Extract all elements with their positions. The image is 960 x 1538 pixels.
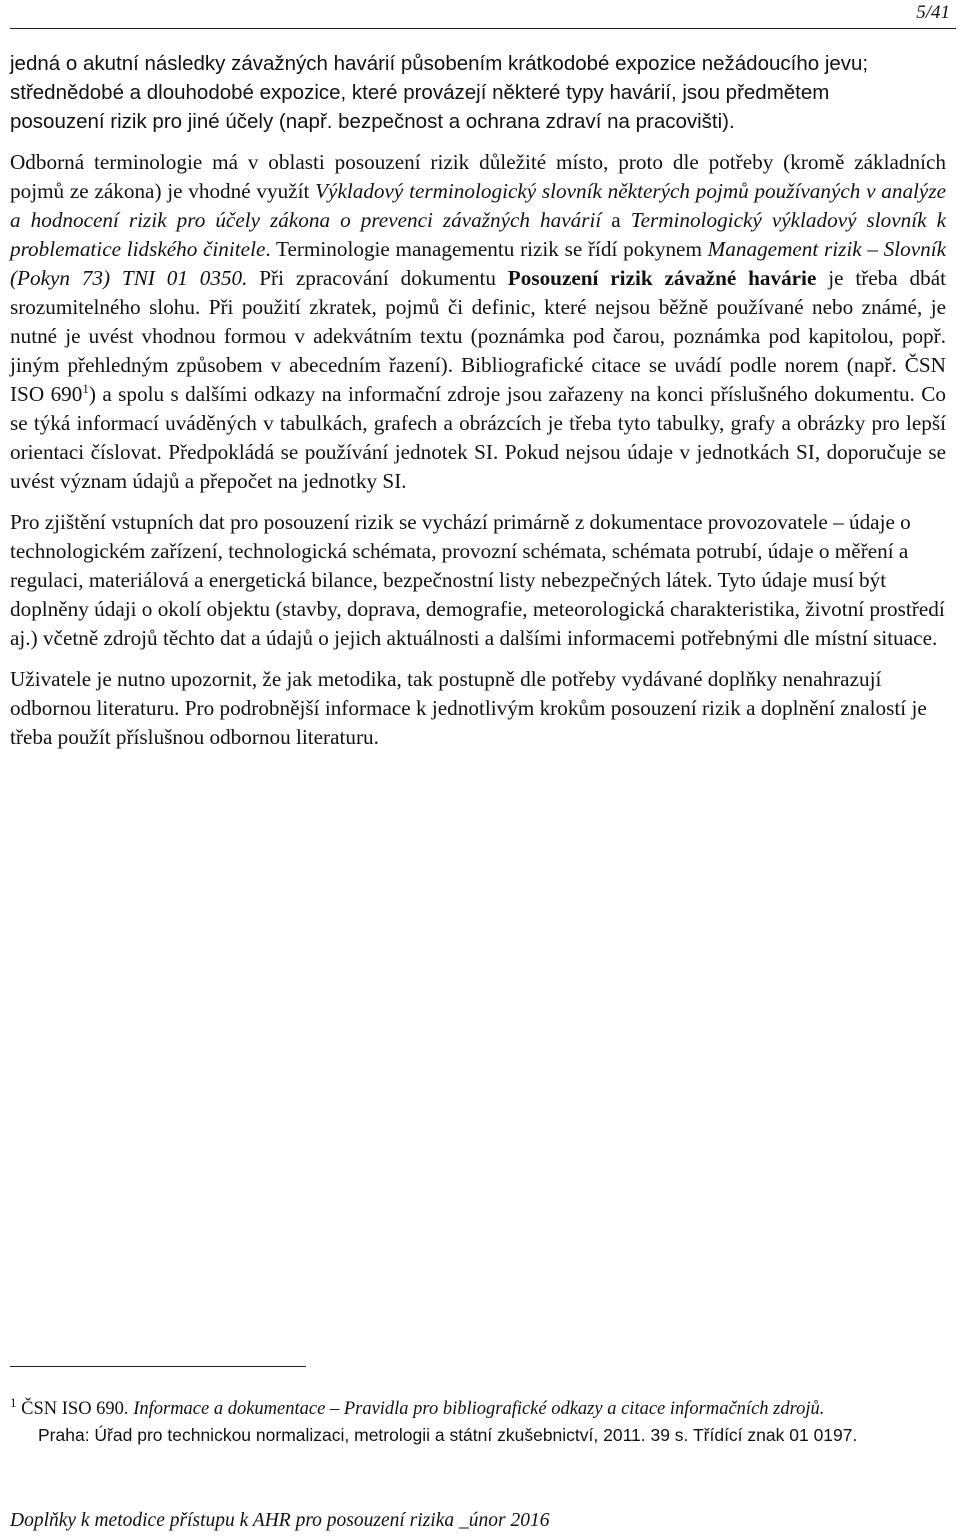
footnote-ref: ČSN ISO 690.: [16, 1399, 134, 1419]
paragraph-input-data: Pro zjištění vstupních dat pro posouzení rizik se vychází primárně z dokumentace provozovatele – údaje o technologickém zařízení, technologická schémata, provozní schémata, schémata potrubí, údaje o měření a regulaci, materiálová a energetická bilance, bezpečnostní listy nebezpečných látek. Tyto údaje musí být doplněny údaji o okolí objektu (stavby, doprava, demografie, meteorologická charakteristika, životní prostředí aj.) včetně zdrojů těchto dat a údajů o jejich aktuálnosti a dalšími informacemi potřebnými dle místní situace.: [10, 510, 945, 650]
text: Při zpracování dokumentu: [247, 266, 508, 290]
paragraph-intro: [10, 49, 946, 136]
footnote-publisher: Praha: Úřad pro technickou normalizaci, metrologii a státní zkušebnictví, 2011. 39 s. Třídící znak 01 0197.: [38, 1425, 858, 1445]
italic-title: Terminologický výkladový slovník k problematice lidského činitele: [10, 208, 947, 261]
paragraph-user-note: Uživatele je nutno upozornit, že jak metodika, tak postupně dle potřeby vydávané doplňky nenahrazují odbornou literaturu. Pro podrobnější informace k jednotlivým krokům posouzení rizik a doplnění znalostí je třeba použít příslušnou odbornou literaturu.: [10, 667, 927, 749]
footnote-marker: 1: [10, 1394, 17, 1410]
paragraph-terminology: [10, 148, 946, 496]
intro-line-2: střednědobé a dlouhodobé expozice, které provázejí některé typy havárií, jsou předmětem: [10, 81, 830, 104]
footnote: [10, 1396, 950, 1448]
italic-title: Výkladový terminologický slovník některých pojmů používaných v analýze a hodnocení rizik pro účely zákona o prevenci závažných havárií: [10, 179, 946, 232]
header-rule: [10, 28, 956, 29]
page-number: 5/41: [916, 2, 950, 23]
footnote-ref: 1: [82, 380, 89, 396]
text: ) a spolu s dalšími odkazy na informační zdroje jsou zařazeny na konci příslušného dokumentu. Co se týká informací uváděných v tabulkách, grafech a obrázcích je třeba tyto tabulky, grafy a obrázky pro lepší orientaci číslovat. Předpokládá se používání jednotek SI. Pokud nejsou údaje v jednotkách SI, doporučuje se uvést význam údajů a přepočet na jednotky SI.: [10, 382, 947, 493]
footnote-title: Informace a dokumentace – Pravidla pro bibliografické odkazy a citace informačních zdrojů.: [133, 1399, 825, 1419]
bold-title: Posouzení rizik závažné havárie: [507, 266, 817, 290]
text: Odborná terminologie má v oblasti posouzení rizik důležité místo, proto dle potřeby (kromě základních pojmů ze zákona) je vhodné využít: [10, 150, 946, 203]
document-body: [10, 49, 946, 752]
italic-title: Management rizik – Slovník (Pokyn 73) TNI 01 0350.: [10, 237, 946, 290]
footnote-rule: [10, 1366, 306, 1367]
text: a: [601, 208, 631, 232]
intro-line-3: posouzení rizik pro jiné účely (např. bezpečnost a ochrana zdraví na pracovišti).: [10, 110, 735, 133]
text: . Terminologie managementu rizik se řídí pokynem: [265, 237, 708, 261]
intro-line-1: jedná o akutní následky závažných havárií působením krátkodobé expozice nežádoucího jevu;: [10, 52, 869, 75]
page-footer: Doplňky k metodice přístupu k AHR pro posouzení rizika _únor 2016: [10, 1510, 550, 1531]
text: je třeba dbát srozumitelného slohu. Při použití zkratek, pojmů či definic, které nejsou běžně používané nebo známé, je nutné je uvést vhodnou formou v adekvátním textu (poznámka pod čarou, poznámka pod kapitolou, popř. jiným přehledným způsobem v abecedním řazení). Bibliografické citace se uvádí podle norem (např. ČSN ISO 690: [10, 266, 946, 406]
